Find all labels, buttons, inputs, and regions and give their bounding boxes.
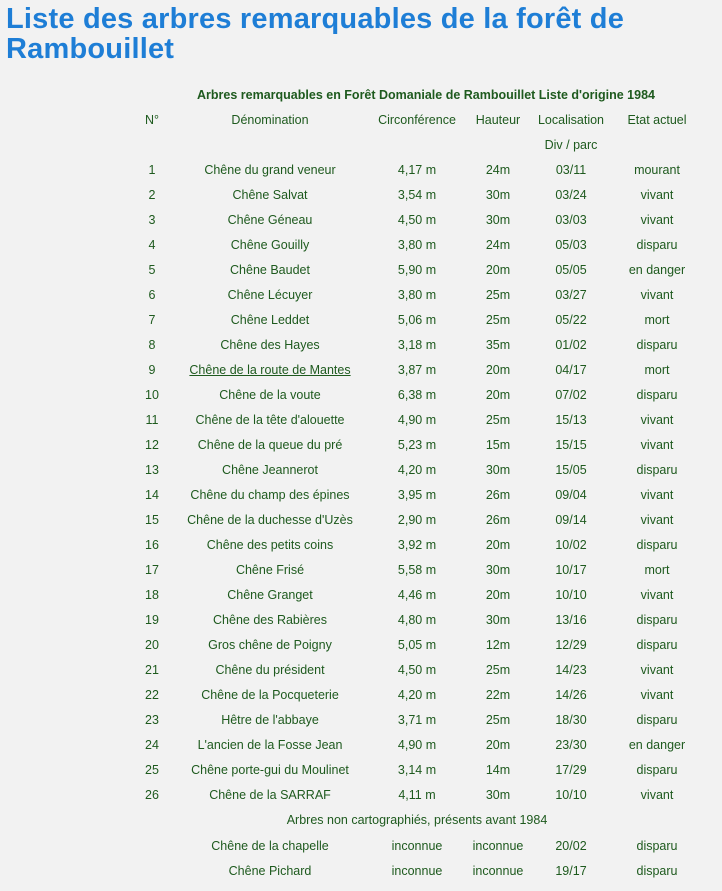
tree-circumference: inconnue xyxy=(391,863,443,878)
table-row xyxy=(132,357,702,382)
tree-circumference: 4,11 m xyxy=(398,787,436,802)
column-header-status: Etat actuel xyxy=(627,112,687,127)
tree-location: 03/27 xyxy=(555,287,587,302)
table-row xyxy=(132,332,702,357)
tree-circumference: 5,90 m xyxy=(397,262,437,277)
tree-name: Chêne Gouilly xyxy=(230,237,310,252)
tree-location: 20/02 xyxy=(555,838,587,853)
tree-name: Chêne des petits coins xyxy=(206,537,334,552)
table-row xyxy=(132,607,702,632)
column-header-name: Dénomination xyxy=(231,112,309,127)
tree-name: Chêne de la chapelle xyxy=(211,838,329,853)
tree-circumference: 5,58 m xyxy=(397,562,437,577)
table-row xyxy=(132,557,702,582)
tree-location: 07/02 xyxy=(555,387,587,402)
tree-circumference: 4,17 m xyxy=(397,162,437,177)
tree-name: L'ancien de la Fosse Jean xyxy=(197,737,343,752)
tree-location: 05/22 xyxy=(555,312,587,327)
tree-circumference: 4,80 m xyxy=(397,612,437,627)
tree-height: 25m xyxy=(485,712,511,727)
tree-circumference: 3,71 m xyxy=(397,712,437,727)
table-row xyxy=(132,707,702,732)
tree-location: 09/04 xyxy=(555,487,587,502)
table-row xyxy=(132,657,702,682)
column-header-num: N° xyxy=(144,112,160,127)
tree-height: 20m xyxy=(485,262,511,277)
tree-location: 15/15 xyxy=(555,437,587,452)
tree-status: mort xyxy=(644,562,670,577)
row-number: 16 xyxy=(145,537,159,552)
tree-name: Chêne porte-gui du Moulinet xyxy=(191,762,349,777)
column-header-location: Localisation xyxy=(537,112,604,127)
tree-status: disparu xyxy=(636,863,678,878)
tree-height: inconnue xyxy=(472,863,524,878)
tree-circumference: 4,50 m xyxy=(397,662,437,677)
row-number: 24 xyxy=(145,737,159,752)
tree-height: 20m xyxy=(485,587,511,602)
tree-height: 12m xyxy=(485,637,511,652)
row-number: 9 xyxy=(148,362,156,377)
row-number: 21 xyxy=(145,662,159,677)
tree-height: 25m xyxy=(485,662,511,677)
tree-status: vivant xyxy=(640,662,674,677)
row-number: 7 xyxy=(148,312,156,327)
tree-height: 30m xyxy=(485,462,511,477)
tree-name: Chêne des Hayes xyxy=(220,337,320,352)
row-number: 18 xyxy=(145,587,159,602)
row-number xyxy=(132,833,172,858)
table-row xyxy=(132,782,702,807)
tree-location: 23/30 xyxy=(555,737,587,752)
tree-circumference: 4,20 m xyxy=(397,687,437,702)
row-number: 14 xyxy=(145,487,159,502)
tree-status: vivant xyxy=(640,587,674,602)
row-number: 15 xyxy=(145,512,159,527)
tree-circumference: 4,20 m xyxy=(397,462,437,477)
tree-location: 15/13 xyxy=(555,412,587,427)
tree-name: Chêne Leddet xyxy=(230,312,310,327)
tree-location: 17/29 xyxy=(555,762,587,777)
tree-status: en danger xyxy=(628,737,686,752)
tree-name: Hêtre de l'abbaye xyxy=(221,712,319,727)
tree-circumference: 4,46 m xyxy=(397,587,437,602)
tree-name: Chêne de la voute xyxy=(219,387,321,402)
row-number: 5 xyxy=(148,262,156,277)
tree-circumference: 3,14 m xyxy=(397,762,437,777)
tree-name: Chêne de la queue du pré xyxy=(197,437,343,452)
table-row xyxy=(132,282,702,307)
row-number: 19 xyxy=(145,612,159,627)
row-number: 13 xyxy=(145,462,159,477)
row-number: 8 xyxy=(148,337,156,352)
tree-location: 15/05 xyxy=(555,462,587,477)
table-row xyxy=(132,407,702,432)
tree-location: 10/02 xyxy=(555,537,587,552)
table-row xyxy=(132,207,702,232)
row-number: 10 xyxy=(145,387,159,402)
tree-height: 30m xyxy=(485,562,511,577)
tree-circumference: 3,80 m xyxy=(397,237,437,252)
tree-circumference: 5,05 m xyxy=(397,637,437,652)
tree-location: 18/30 xyxy=(555,712,587,727)
tree-location: 05/03 xyxy=(555,237,587,252)
tree-status: vivant xyxy=(640,512,674,527)
tree-location: 14/26 xyxy=(555,687,587,702)
tree-status: mort xyxy=(644,312,670,327)
extra-table-body xyxy=(132,833,702,883)
tree-name: Chêne Jeannerot xyxy=(222,462,318,477)
tree-circumference: 5,06 m xyxy=(397,312,437,327)
row-number: 20 xyxy=(145,637,159,652)
tree-location: 13/16 xyxy=(555,612,587,627)
tree-name: Chêne Salvat xyxy=(232,187,308,202)
row-number: 11 xyxy=(145,412,159,427)
tree-name: Chêne Baudet xyxy=(230,262,310,277)
tree-status: mourant xyxy=(634,162,680,177)
tree-height: 22m xyxy=(485,687,511,702)
table-row xyxy=(132,482,702,507)
table-row xyxy=(132,582,702,607)
table-row xyxy=(132,858,702,883)
tree-circumference: 5,23 m xyxy=(397,437,437,452)
tree-status: vivant xyxy=(640,187,674,202)
tree-circumference: inconnue xyxy=(391,838,443,853)
tree-height: 30m xyxy=(485,612,511,627)
tree-status: disparu xyxy=(636,462,678,477)
tree-circumference: 3,18 m xyxy=(397,337,437,352)
row-number: 6 xyxy=(148,287,156,302)
tree-height: 24m xyxy=(485,162,511,177)
tree-height: 35m xyxy=(485,337,511,352)
table-row xyxy=(132,257,702,282)
tree-name: Chêne de la Pocqueterie xyxy=(201,687,339,702)
table-row xyxy=(132,232,702,257)
tree-circumference: 6,38 m xyxy=(397,387,437,402)
tree-circumference: 4,50 m xyxy=(397,212,437,227)
row-number: 22 xyxy=(145,687,159,702)
row-number: 12 xyxy=(145,437,159,452)
tree-status: vivant xyxy=(640,287,674,302)
row-number: 1 xyxy=(148,162,156,177)
row-number: 3 xyxy=(148,212,156,227)
table-row xyxy=(132,457,702,482)
tree-circumference: 3,92 m xyxy=(397,537,437,552)
tree-status: vivant xyxy=(640,212,674,227)
table-row xyxy=(132,632,702,657)
column-header-height: Hauteur xyxy=(475,112,521,127)
table-row xyxy=(132,382,702,407)
tree-location: 03/11 xyxy=(555,162,587,177)
tree-status: disparu xyxy=(636,537,678,552)
tree-height: 25m xyxy=(485,287,511,302)
tree-name: Chêne Pichard xyxy=(228,863,312,878)
table-row xyxy=(132,507,702,532)
extra-section xyxy=(132,807,702,833)
tree-location: 10/10 xyxy=(555,587,587,602)
tree-name: Chêne du président xyxy=(215,662,325,677)
row-number: 17 xyxy=(145,562,159,577)
table-body xyxy=(132,157,702,807)
tree-status: vivant xyxy=(640,687,674,702)
tree-status: mort xyxy=(644,362,670,377)
tree-status: disparu xyxy=(636,637,678,652)
tree-status: disparu xyxy=(636,337,678,352)
tree-location: 10/10 xyxy=(555,787,587,802)
tree-height: 20m xyxy=(485,387,511,402)
tree-location: 12/29 xyxy=(555,637,587,652)
tree-circumference: 4,90 m xyxy=(397,412,437,427)
tree-height: inconnue xyxy=(472,838,524,853)
trees-table xyxy=(132,82,702,883)
tree-name: Chêne Granget xyxy=(227,587,313,602)
table-row xyxy=(132,682,702,707)
tree-name: Chêne du grand veneur xyxy=(204,162,336,177)
table-row xyxy=(132,432,702,457)
tree-status: disparu xyxy=(636,762,678,777)
tree-location: 03/24 xyxy=(555,187,587,202)
table-row xyxy=(132,757,702,782)
tree-status: vivant xyxy=(640,787,674,802)
tree-status: disparu xyxy=(636,612,678,627)
row-number: 2 xyxy=(148,187,156,202)
tree-height: 30m xyxy=(485,787,511,802)
tree-location: 14/23 xyxy=(555,662,587,677)
tree-status: vivant xyxy=(640,437,674,452)
tree-height: 24m xyxy=(485,237,511,252)
tree-location: 19/17 xyxy=(555,863,587,878)
table-caption: Arbres remarquables en Forêt Domaniale de Rambouillet Liste d'origine 1984 xyxy=(197,87,655,102)
tree-circumference: 3,54 m xyxy=(397,187,437,202)
tree-name-link[interactable]: Chêne de la route de Mantes xyxy=(189,362,351,377)
tree-circumference: 3,80 m xyxy=(397,287,437,302)
tree-location: 04/17 xyxy=(555,362,587,377)
tree-name xyxy=(172,357,368,382)
tree-location: 09/14 xyxy=(555,512,587,527)
tree-name: Chêne des Rabières xyxy=(213,612,327,627)
tree-height: 30m xyxy=(485,212,511,227)
table-row xyxy=(132,307,702,332)
tree-height: 26m xyxy=(485,487,511,502)
tree-name: Chêne du champ des épines xyxy=(190,487,350,502)
tree-height: 15m xyxy=(485,437,511,452)
tree-circumference: 3,95 m xyxy=(397,487,437,502)
table-row xyxy=(132,833,702,858)
tree-location: 03/03 xyxy=(555,212,587,227)
tree-location: 10/17 xyxy=(555,562,587,577)
tree-name: Chêne Frisé xyxy=(235,562,305,577)
tree-circumference: 2,90 m xyxy=(397,512,437,527)
tree-name: Gros chêne de Poigny xyxy=(208,637,332,652)
tree-circumference: 4,90 m xyxy=(397,737,437,752)
table-row xyxy=(132,532,702,557)
column-subheader-location: Div / parc xyxy=(544,137,598,152)
tree-status: vivant xyxy=(640,487,674,502)
tree-name: Chêne de la tête d'alouette xyxy=(195,412,345,427)
row-number: 25 xyxy=(145,762,159,777)
tree-circumference: 3,87 m xyxy=(397,362,437,377)
column-header-circumference: Circonférence xyxy=(378,112,456,127)
tree-location: 01/02 xyxy=(555,337,587,352)
table-row xyxy=(132,157,702,182)
tree-height: 25m xyxy=(485,412,511,427)
page-title: Liste des arbres remarquables de la forêt de Rambouillet xyxy=(6,3,625,65)
tree-status: disparu xyxy=(636,838,678,853)
tree-height: 14m xyxy=(485,762,511,777)
tree-name: Chêne Lécuyer xyxy=(227,287,313,302)
row-number: 23 xyxy=(145,712,159,727)
table-row xyxy=(132,732,702,757)
row-number: 26 xyxy=(145,787,159,802)
tree-height: 25m xyxy=(485,312,511,327)
tree-status: disparu xyxy=(636,387,678,402)
tree-name: Chêne de la duchesse d'Uzès xyxy=(187,512,353,527)
tree-status: disparu xyxy=(636,237,678,252)
table-row xyxy=(132,182,702,207)
row-number: 4 xyxy=(148,237,156,252)
tree-height: 30m xyxy=(485,187,511,202)
tree-location: 05/05 xyxy=(555,262,587,277)
extra-section-title: Arbres non cartographiés, présents avant 1984 xyxy=(286,813,548,827)
row-number xyxy=(132,858,172,883)
tree-status: vivant xyxy=(640,412,674,427)
tree-height: 20m xyxy=(485,737,511,752)
tree-status: en danger xyxy=(628,262,686,277)
tree-status: disparu xyxy=(636,712,678,727)
tree-height: 26m xyxy=(485,512,511,527)
tree-name: Chêne Géneau xyxy=(227,212,313,227)
tree-height: 20m xyxy=(485,537,511,552)
tree-name: Chêne de la SARRAF xyxy=(209,787,331,802)
tree-height: 20m xyxy=(485,362,511,377)
